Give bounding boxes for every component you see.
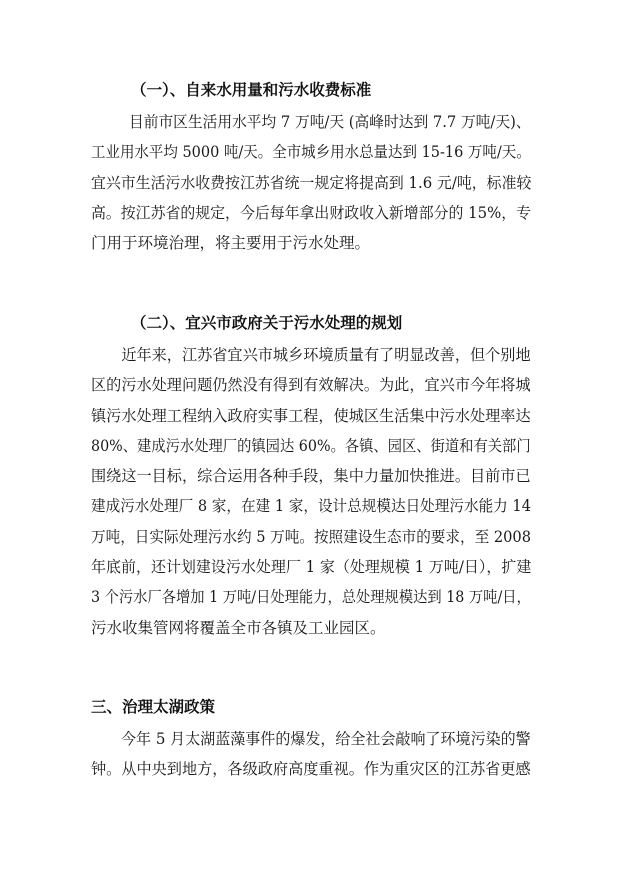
paragraph-line: 镇污水处理工程纳入政府实事工程，使城区生活集中污水处理率达 [91, 406, 531, 425]
section-3-paragraph [91, 724, 531, 785]
paragraph-line: 区的污水处理问题仍然没有得到有效解决。为此，宜兴市今年将城 [91, 376, 531, 395]
paragraph-line: 宜兴市生活污水收费按江苏省统一规定将提高到 1.6 元/吨，标准较 [91, 173, 532, 192]
paragraph-line: 建成污水处理厂 8 家，在建 1 家，设计总规模达日处理污水能力 14 [91, 497, 532, 516]
paragraph-line: 钟。从中央到地方，各级政府高度重视。作为重灾区的江苏省更感 [91, 760, 531, 779]
paragraph-line: 高。按江苏省的规定，今后每年拿出财政收入新增部分的 15%，专 [91, 203, 532, 222]
paragraph-line: 围绕这一目标，综合运用各种手段，集中力量加快推进。目前市已 [91, 467, 531, 486]
section-1-paragraph [91, 107, 531, 258]
section-1-heading: （一）、自来水用量和污水收费标准 [131, 81, 372, 99]
paragraph-line: 近年来，江苏省宜兴市城乡环境质量有了明显改善，但个别地 [121, 346, 531, 364]
paragraph-line: 门用于环境治理，将主要用于污水处理。 [91, 234, 371, 253]
paragraph-line: 工业用水平均 5000 吨/天。全市城乡用水总量达到 15-16 万吨/天。 [91, 143, 531, 162]
section-3-heading: 三、治理太湖政策 [91, 698, 216, 716]
paragraph-line: 目前市区生活用水平均 7 万吨/天 (高峰时达到 7.7 万吨/天)、 [129, 113, 531, 131]
paragraph-line: 万吨，日实际处理污水约 5 万吨。按照建设生态市的要求，至 2008 [91, 527, 532, 546]
paragraph-line: 80%、建成污水处理厂的镇园达 60%。各镇、园区、街道和有关部门 [91, 436, 531, 455]
paragraph-line: 年底前，还计划建设污水处理厂 1 家（处理规模 1 万吨/日），扩建 [91, 558, 532, 577]
paragraph-line: 3 个污水厂各增加 1 万吨/日处理能力，总处理规模达到 18 万吨/日， [91, 588, 531, 607]
section-2-heading: （二）、宜兴市政府关于污水处理的规划 [131, 314, 403, 332]
paragraph-line: 今年 5 月太湖蓝藻事件的爆发，给全社会敲响了环境污染的警 [121, 730, 531, 748]
paragraph-line: 污水收集管网将覆盖全市各镇及工业园区。 [91, 618, 386, 637]
section-2-paragraph [91, 340, 531, 643]
